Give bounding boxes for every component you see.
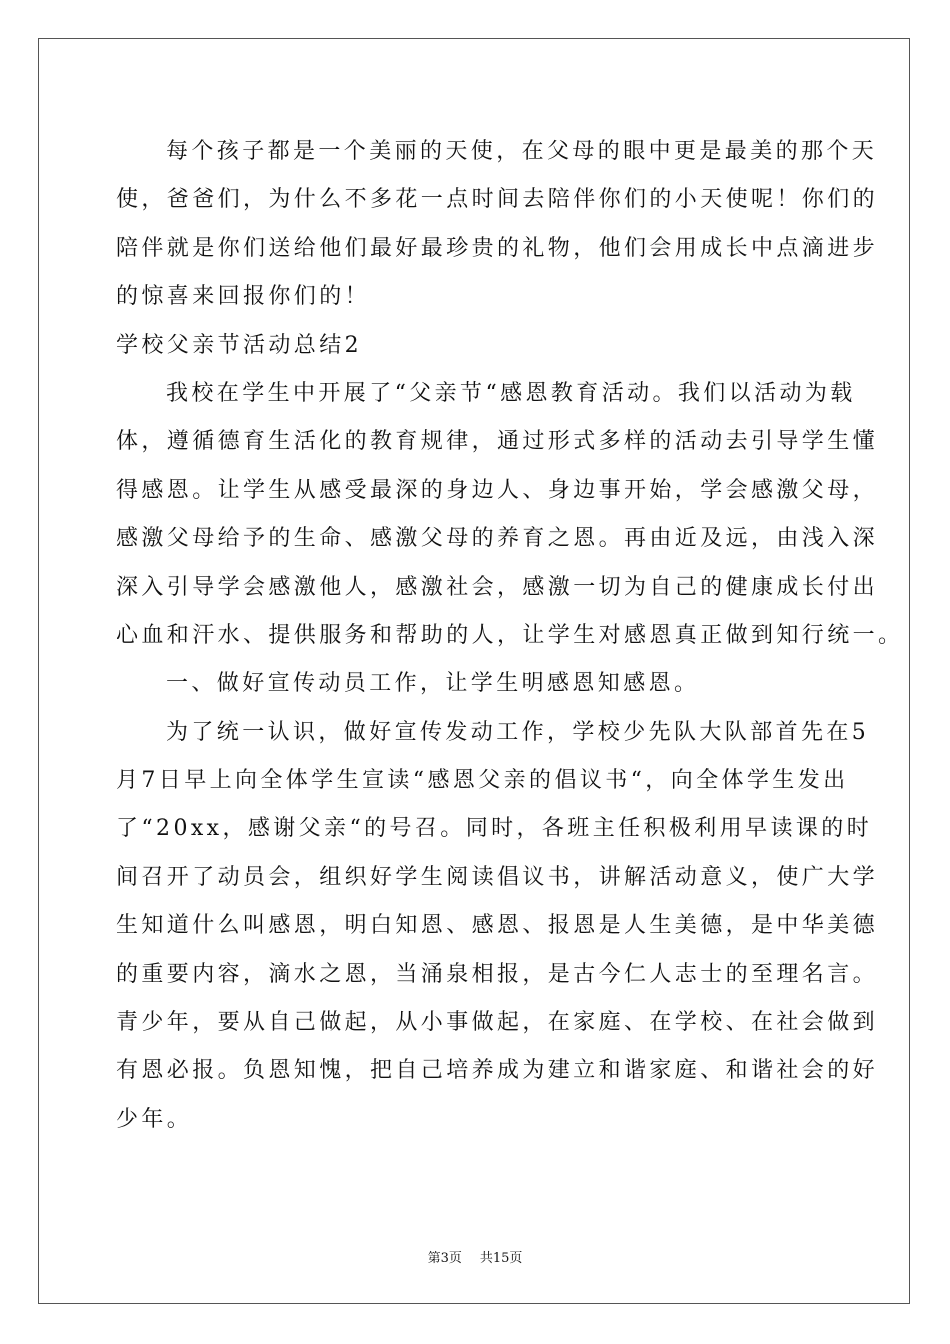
- paragraph-line: 有恩必报。负恩知愧，把自己培养成为建立和谐家庭、和谐社会的好: [116, 1058, 879, 1084]
- paragraph-line: 我校在学生中开展了“父亲节“感恩教育活动。我们以活动为载: [166, 380, 856, 406]
- paragraph-line: 为了统一认识，做好宣传发动工作，学校少先队大队部首先在5: [166, 719, 870, 745]
- paragraph-line: 体，遵循德育生活化的教育规律，通过形式多样的活动去引导学生懂: [116, 429, 879, 455]
- paragraph-line: 的重要内容，滴水之恩，当涌泉相报，是古今仁人志士的至理名言。: [116, 961, 879, 987]
- paragraph-line: 陪伴就是你们送给他们最好最珍贵的礼物，他们会用成长中点滴进步: [116, 235, 879, 261]
- paragraph-line: 生知道什么叫感恩，明白知恩、感恩、报恩是人生美德，是中华美德: [116, 913, 879, 939]
- paragraph-line: 的惊喜来回报你们的！: [116, 284, 371, 310]
- paragraph-line: 每个孩子都是一个美丽的天使，在父母的眼中更是最美的那个天: [166, 139, 878, 164]
- paragraph-line: 青少年，要从自己做起，从小事做起，在家庭、在学校、在社会做到: [116, 1010, 879, 1036]
- paragraph-line: 少年。: [116, 1106, 193, 1132]
- paragraph-line: 了“20xx，感谢父亲“的号召。同时，各班主任积极利用早读课的时: [116, 816, 873, 842]
- paragraph-line: 感激父母给予的生命、感激父母的养育之恩。再由近及远，由浅入深: [116, 526, 879, 552]
- paragraph-line: 间召开了动员会，组织好学生阅读倡议书，讲解活动意义，使广大学: [116, 864, 879, 890]
- page-number-current: 第3页: [427, 1251, 462, 1266]
- page-number-total: 共15页: [479, 1251, 523, 1266]
- page-footer: [0, 1247, 950, 1266]
- paragraph-line: 得感恩。让学生从感受最深的身边人、身边事开始，学会感激父母，: [116, 477, 879, 503]
- paragraph-line: 心血和汗水、提供服务和帮助的人，让学生对感恩真正做到知行统一。: [116, 622, 904, 648]
- document-body: [116, 128, 904, 1144]
- paragraph-line: 使，爸爸们，为什么不多花一点时间去陪伴你们的小天使呢！你们的: [116, 187, 879, 213]
- subsection-heading: 一、做好宣传动员工作，让学生明感恩知感恩。: [166, 671, 700, 697]
- paragraph-line: 深入引导学会感激他人，感激社会，感激一切为自己的健康成长付出: [116, 574, 879, 600]
- paragraph-line: 月7日早上向全体学生宣读“感恩父亲的倡议书“，向全体学生发出: [116, 768, 849, 794]
- section-heading: 学校父亲节活动总结2: [116, 332, 362, 358]
